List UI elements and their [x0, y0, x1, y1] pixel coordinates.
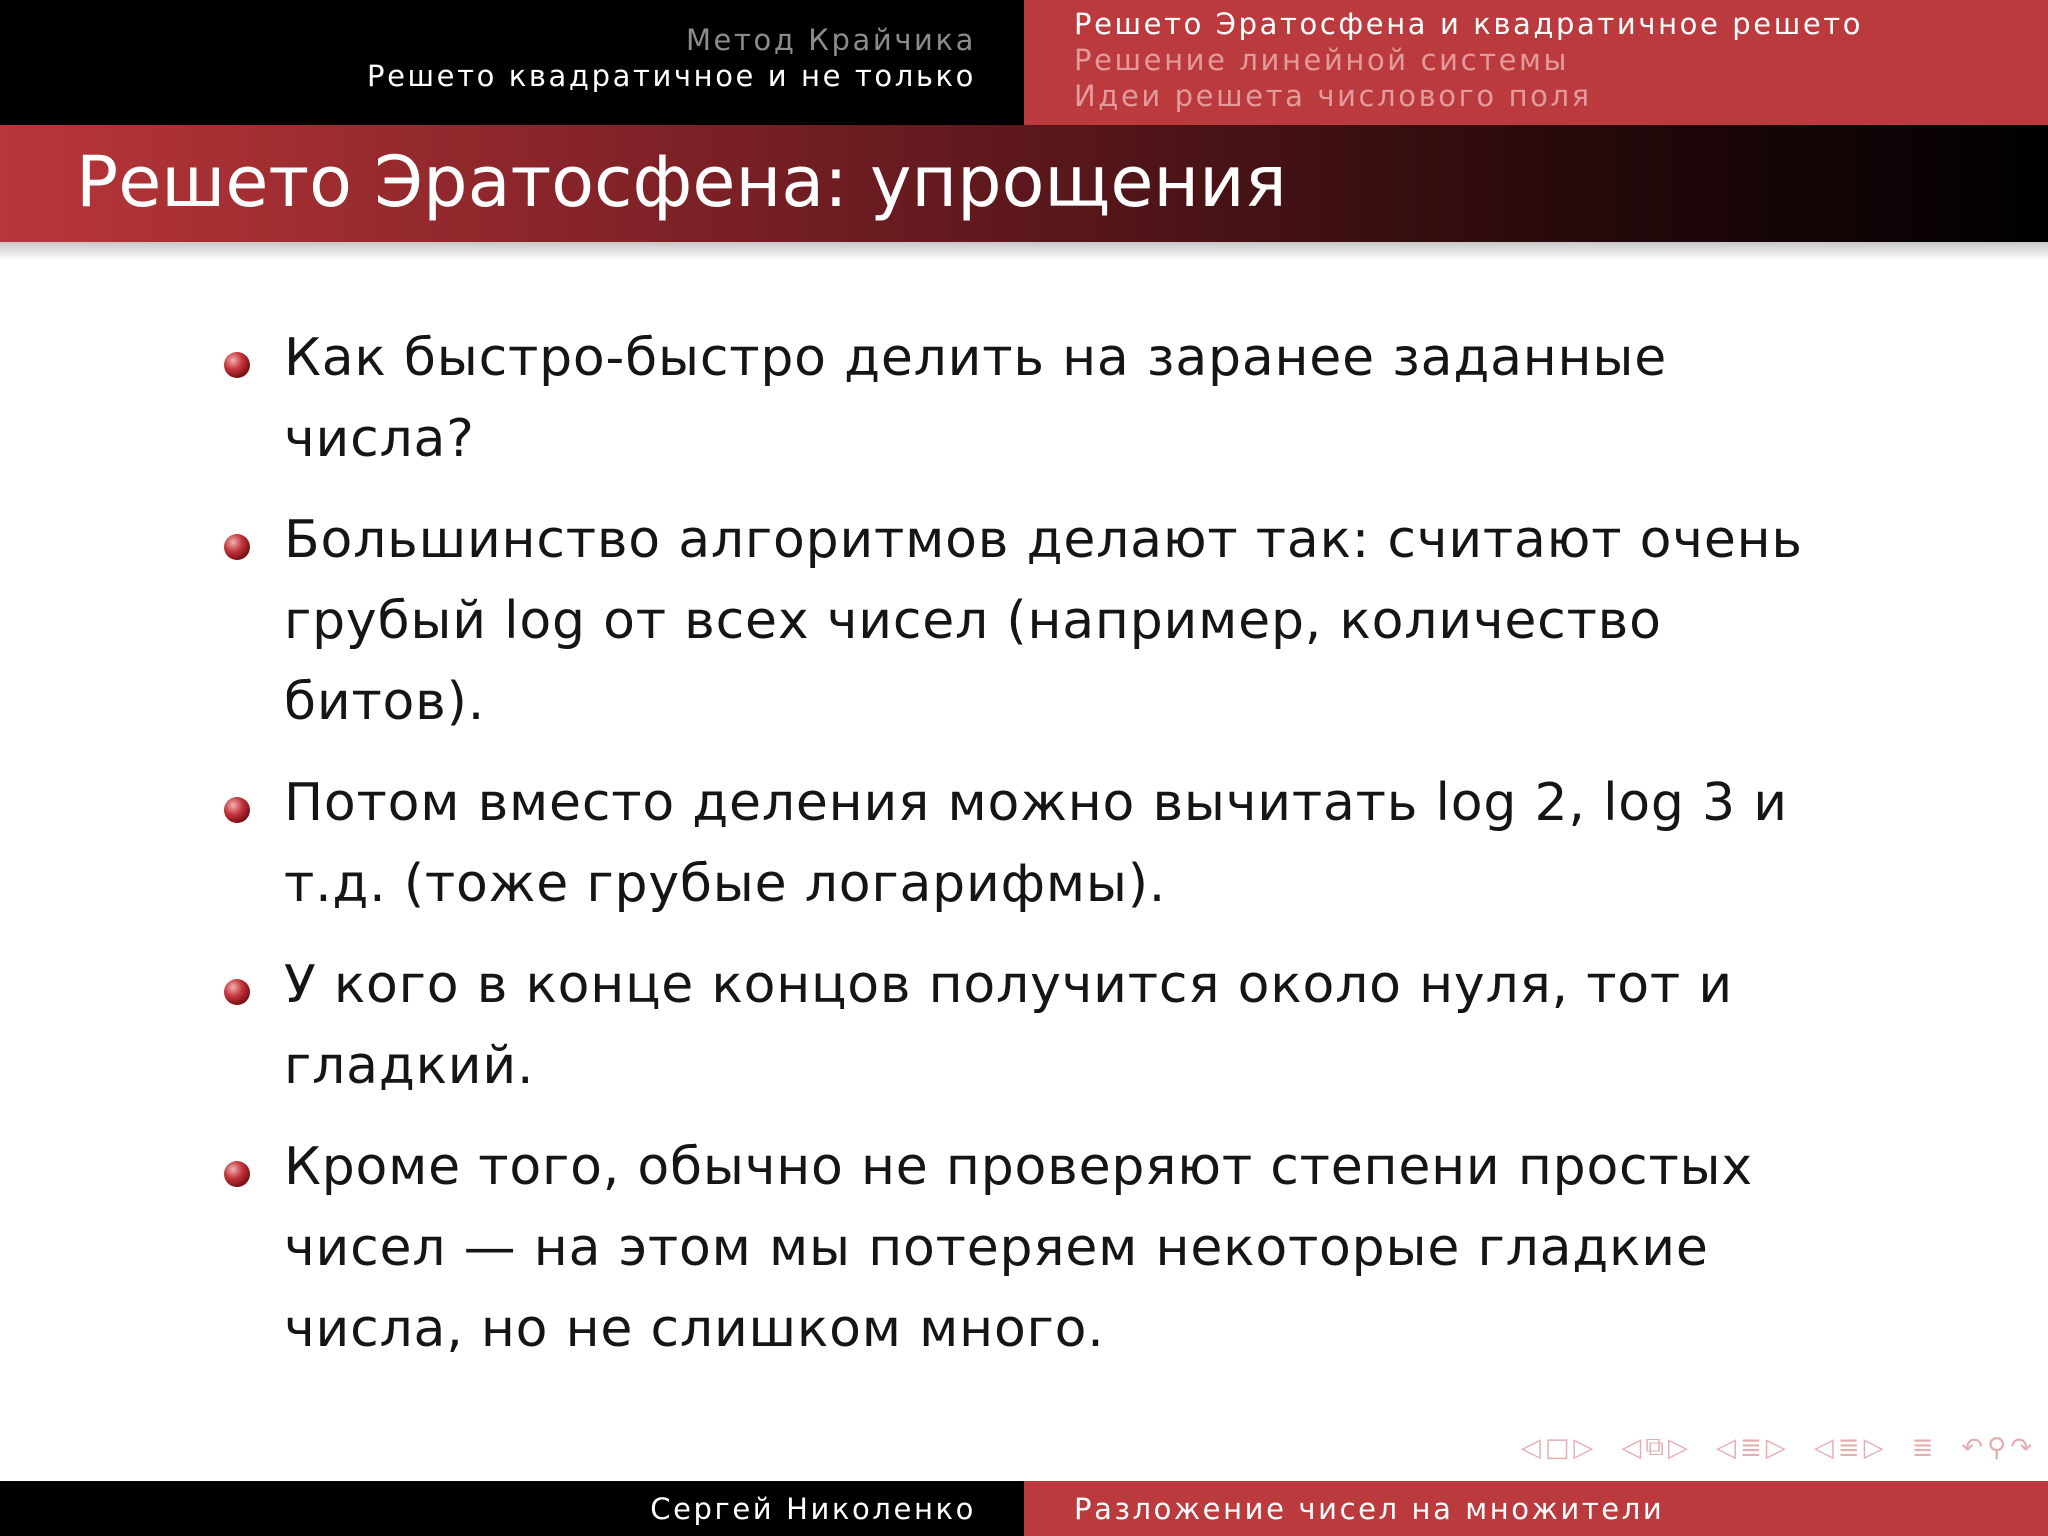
bullet-ball-icon: [224, 534, 250, 560]
bullet-ball-icon: [224, 797, 250, 823]
search-icon[interactable]: ⚲: [1987, 1432, 2007, 1463]
frame-prev-icon[interactable]: ◁: [1621, 1432, 1642, 1463]
slide-icon[interactable]: □: [1544, 1432, 1570, 1463]
section-nav: [0, 0, 1024, 125]
bullet-text: Кроме того, обычно не проверяют степени простых чисел — на этом мы потеряем некоторые гладкие числа, но не слишком много.: [284, 1137, 1753, 1359]
bullet-ball-icon: [224, 979, 250, 1005]
list-item: [220, 945, 1860, 1107]
forward-icon[interactable]: ↷: [2010, 1432, 2032, 1463]
slide-nav-group: [1521, 1433, 1594, 1463]
section-link-kraitchik[interactable]: Метод Крайчика: [685, 23, 976, 57]
document-icon[interactable]: ≣: [1911, 1432, 1934, 1463]
subsection-link-linear-system[interactable]: Решение линейной системы: [1074, 43, 1570, 77]
list-item: [220, 763, 1860, 925]
beamer-nav-symbols: [1499, 1432, 2032, 1463]
frame-next-icon[interactable]: ▷: [1667, 1432, 1688, 1463]
list-item: [220, 318, 1860, 480]
footer-author-box: [0, 1481, 1024, 1536]
document-nav-group: [1912, 1433, 1934, 1463]
subsection-link-number-field-sieve[interactable]: Идеи решета числового поля: [1074, 79, 1592, 113]
subsection-link-eratosthenes[interactable]: Решето Эратосфена и квадратичное решето: [1074, 7, 1864, 41]
bullet-text: Потом вместо деления можно вычитать log 2, log 3 и т.д. (тоже грубые логарифмы).: [284, 773, 1788, 914]
bullet-ball-icon: [224, 352, 250, 378]
frame-nav-group: [1621, 1432, 1688, 1463]
bullet-text: У кого в конце концов получится около нуля, тот и гладкий.: [284, 955, 1733, 1096]
history-nav-group: [1961, 1433, 2032, 1463]
list-item: [220, 1127, 1860, 1370]
slide-prev-icon[interactable]: ◁: [1520, 1432, 1541, 1463]
slide-next-icon[interactable]: ▷: [1573, 1432, 1594, 1463]
section-icon[interactable]: ≣: [1837, 1432, 1860, 1463]
title-shadow: [0, 242, 2048, 260]
frame-title: Решето Эратосфена: упрощения: [76, 141, 1287, 223]
footline: [0, 1481, 2048, 1536]
frame-title-bar: [0, 125, 2048, 242]
bullet-ball-icon: [224, 1161, 250, 1187]
back-icon[interactable]: ↶: [1961, 1432, 1984, 1463]
subsection-prev-icon[interactable]: ◁: [1715, 1432, 1736, 1463]
subsection-nav: [1024, 0, 2048, 125]
section-next-icon[interactable]: ▷: [1863, 1432, 1884, 1463]
subsection-icon[interactable]: ≣: [1739, 1432, 1762, 1463]
bullet-text: Как быстро-быстро делить на заранее заданные числа?: [284, 328, 1667, 469]
section-nav-group: [1814, 1433, 1884, 1463]
footer-author: Сергей Николенко: [650, 1491, 976, 1526]
bullet-list: [220, 318, 1860, 1390]
subsection-next-icon[interactable]: ▷: [1765, 1432, 1786, 1463]
footer-title: Разложение чисел на множители: [1074, 1491, 1665, 1526]
footer-title-box: [1024, 1481, 2048, 1536]
section-prev-icon[interactable]: ◁: [1813, 1432, 1834, 1463]
list-item: [220, 500, 1860, 743]
subsection-nav-group: [1716, 1433, 1786, 1463]
frame-icon[interactable]: ⧉: [1645, 1432, 1664, 1462]
bullet-text: Большинство алгоритмов делают так: считают очень грубый log от всех чисел (например, количество битов).: [284, 510, 1803, 732]
section-link-quadratic-sieve[interactable]: Решето квадратичное и не только: [366, 59, 976, 93]
headline-nav: [0, 0, 2048, 125]
